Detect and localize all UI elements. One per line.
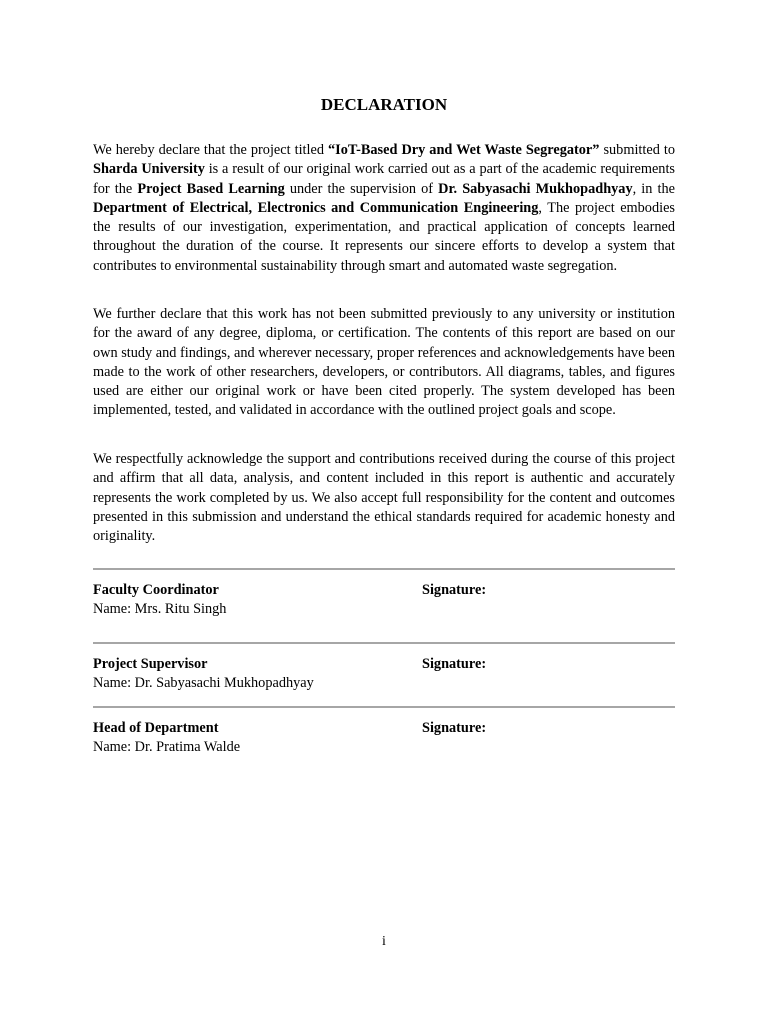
signatory-role: Project Supervisor [93, 656, 208, 672]
p1-text-5: , in the [632, 180, 675, 197]
department-name: Department of Electrical, Electronics and Communication Engineering [93, 199, 539, 216]
declaration-paragraph-1 [93, 141, 675, 276]
p1-text-4: under the supervision of [284, 180, 439, 197]
university-name: Sharda University [93, 161, 205, 178]
signatory-details [93, 655, 413, 694]
signatory-role: Head of Department [93, 720, 219, 736]
declaration-paragraph-2: We further declare that this work has not been submitted previously to any university or institution for the award of any degree, diploma, or certification. The contents of this report are based on our own study and findings, and wherever necessary, proper references and acknowledgements have been made to the work of other researchers, developers, or contributors. All diagrams, tables, and figures used are either our original work or have been cited properly. The system developed has been implemented, tested, and validated in accordance with the outlined project goals and scope. [93, 306, 675, 419]
p1-text-6: , The project embodies the results of our investigation, experimentation, and practical application of concepts learned throughout the duration of the course. It represents our sincere efforts to develop a system that contributes to environmental sustainability through smart and automated waste segregation. [93, 199, 675, 274]
signature-label: Signature: [422, 582, 487, 598]
signatory-role: Faculty Coordinator [93, 582, 219, 598]
signatory-name: Name: Mrs. Ritu Singh [93, 601, 227, 618]
project-title: “IoT-Based Dry and Wet Waste Segregator” [328, 142, 600, 158]
signatory-details [93, 719, 413, 758]
declaration-paragraph-3: We respectfully acknowledge the support and contributions received during the course of this project and affirm that all data, analysis, and content included in this report is authentic and accurately represents the work completed by us. We also accept full responsibility for the content and outcomes presented in this submission and understand the ethical standards required for academic honesty and originality. [93, 451, 675, 545]
divider [93, 642, 675, 644]
divider [93, 568, 675, 570]
signature-label: Signature: [422, 656, 487, 672]
program-name: Project Based Learning [137, 180, 285, 197]
signatory-name: Name: Dr. Sabyasachi Mukhopadhyay [93, 675, 314, 692]
p1-text-3: is a result of our original work carried out as a part of the academic requirements for the [93, 161, 675, 197]
p1-text-1: We hereby declare that the project titled [93, 142, 329, 158]
p1-text-2: submitted to [599, 142, 676, 158]
signature-label: Signature: [422, 720, 487, 736]
divider [93, 706, 675, 708]
signatory-details [93, 581, 413, 620]
signatory-name: Name: Dr. Pratima Walde [93, 739, 241, 756]
supervisor-name: Dr. Sabyasachi Mukhopadhyay [438, 180, 633, 197]
page-number: i [382, 934, 386, 949]
page-title: DECLARATION [320, 95, 448, 114]
